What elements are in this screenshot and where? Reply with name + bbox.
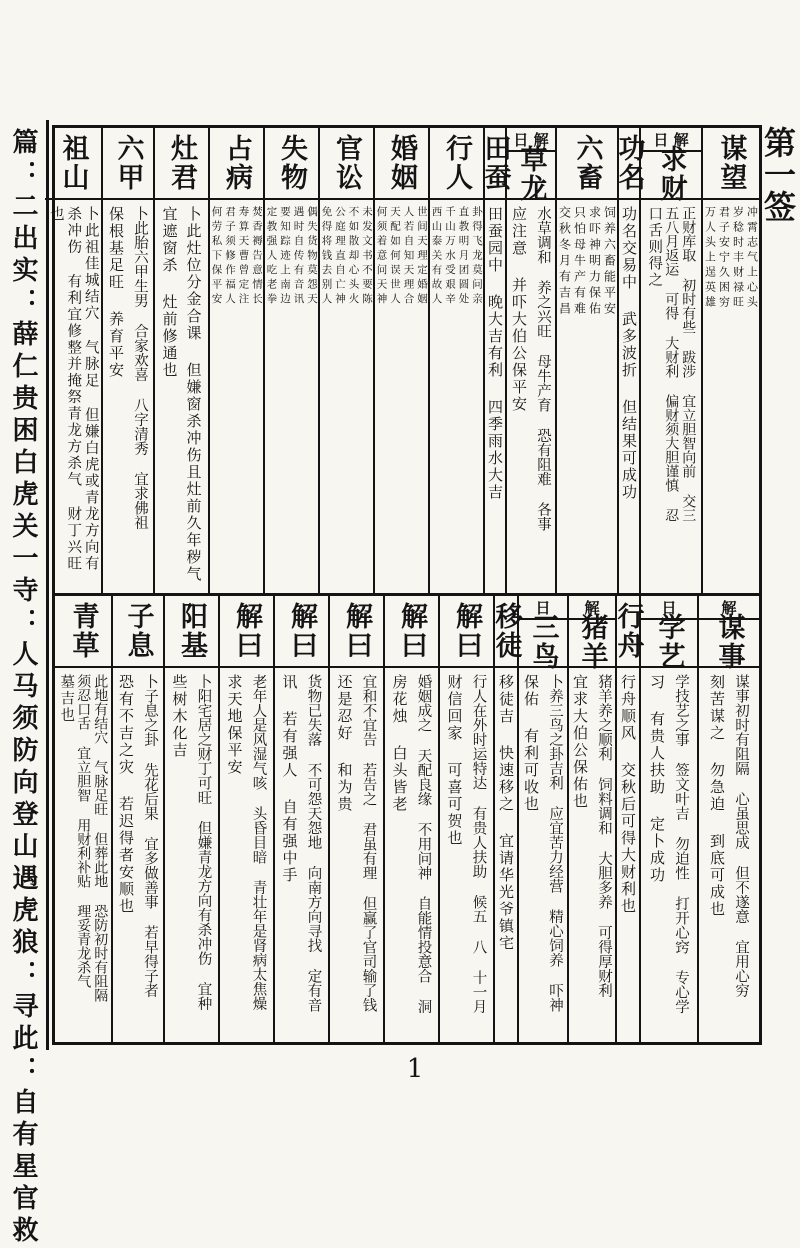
verse-line: 饲养六畜能平安: [602, 206, 617, 318]
column-body: [103, 206, 153, 587]
column-xingren: [428, 128, 483, 593]
column-heading: [113, 596, 163, 668]
verse-line: 习 有贵人扶助 定卜成功: [648, 674, 666, 884]
column-heading: [103, 128, 153, 200]
column-heading: [557, 128, 617, 200]
column-sanniao: [517, 596, 567, 1042]
verse-line: 讯 若有强人 自有强中手: [280, 674, 299, 884]
column-body: [569, 674, 615, 1036]
verse-line: 须忍口舌 宜立胆智 用财利补贴 理妥青龙杀气: [75, 674, 92, 988]
column-heading: [612, 596, 644, 668]
column-subheading: 日 解: [641, 128, 701, 152]
verse-line: 卜此祖佳城结穴 气脉足 但嫌白虎或青龙方向有: [82, 206, 99, 572]
verse-line: 求吓神明力保佑: [587, 206, 602, 318]
column-body: [519, 674, 567, 1036]
column-heading: [440, 596, 493, 668]
column-body: [440, 674, 493, 1036]
heading-text: 功名: [613, 134, 645, 192]
column-liuchu: [555, 128, 617, 593]
column-body: [507, 206, 555, 587]
column-subheading: 解: [569, 596, 615, 620]
column-heading: [375, 128, 428, 200]
column-heading: [55, 596, 111, 668]
oracle-table: [47, 125, 762, 1045]
column-heading: [699, 613, 759, 671]
verse-line: 卜阳宅居之财丁可旺 但嫌青龙方向有杀冲伤 宜种: [195, 674, 212, 1011]
verse-line: 田蚕园中 晚大吉有利 四季雨水大吉: [486, 206, 504, 501]
column-jie1: [438, 596, 493, 1042]
heading-text: 阳基: [176, 602, 207, 660]
column-qingcao: [55, 596, 111, 1042]
heading-text: 三鸟: [527, 613, 559, 671]
verse-line: 直教明月团圆处: [457, 206, 470, 308]
column-heading: [490, 596, 522, 668]
verse-line: 西山泰关有故人: [430, 206, 443, 308]
verse-line: 恐有不吉之灾 若迟得者安顺也: [117, 674, 135, 915]
heading-text: 祖山: [57, 134, 89, 192]
column-tiancan: [479, 128, 511, 593]
column-body: [385, 674, 438, 1036]
verse-line: 宜求大伯公保佑也: [571, 674, 589, 810]
verse-line: 万人头上逞英雄: [703, 206, 717, 311]
verse-line: 宜和不宜告 若告之 君虽有理 但赢了官司输了钱: [360, 674, 377, 1012]
column-body: [265, 206, 318, 587]
heading-text: 草龙: [515, 145, 547, 203]
column-heading: [479, 128, 511, 200]
verse-line: 也: [47, 206, 64, 223]
column-jie3: [328, 596, 383, 1042]
column-xueyi: [639, 596, 697, 1042]
column-qiucai: [639, 128, 701, 593]
verse-line: 功名交易中 武多波折 但结果可成功: [620, 206, 638, 501]
column-heading: [507, 145, 555, 203]
column-heading: [330, 596, 383, 668]
column-heading: [569, 613, 615, 671]
verse-line: 保佑 有利可收也: [522, 674, 540, 813]
bottom-row: [55, 596, 759, 1042]
column-yitu: [490, 596, 522, 1042]
verse-line: 杀冲伤 有利宜修整并掩祭青龙方杀气 财丁兴旺: [65, 206, 82, 572]
heading-text: 官讼: [331, 134, 362, 192]
verse-line: 寿算天曹曾定注: [237, 206, 250, 308]
column-jieshi: [697, 596, 759, 1042]
verse-line: 定教强人吃老拳: [265, 206, 278, 308]
verse-line: 卜子息之卦 先花后果 宜多做善事 若早得子者: [142, 674, 158, 998]
left-margin-strip: [0, 120, 49, 1248]
verse-line: 君子须修作福人: [224, 206, 236, 308]
column-heading: [155, 128, 208, 200]
verse-line: 行人在外时运特达 有贵人扶助 候五 八 十一月: [470, 674, 487, 1014]
column-body: [45, 206, 101, 587]
column-xingzhou: [612, 596, 644, 1042]
verse-line: 移徒吉 快速移之 宜请华光爷镇宅: [497, 674, 515, 952]
verse-line: 天配如何误世人: [389, 206, 401, 308]
column-mouwang: [701, 128, 759, 593]
column-body: [485, 206, 505, 587]
column-heading: [641, 145, 701, 203]
verse-line: 猪羊养之顺利 饲料调和 大胆多养 可得厚财利: [596, 674, 612, 998]
heading-text: 子息: [122, 602, 154, 660]
verse-line: 免得将钱去别人: [320, 206, 333, 308]
verse-line: 卜此胎六甲生男 合家欢喜 八字清秀 宜求佛祖: [132, 206, 148, 530]
verse-line: 财信回家 可喜可贺也: [445, 674, 464, 847]
verse-line: 求天地保平安: [225, 674, 244, 776]
verse-line: 只怕母牛产有难: [572, 206, 587, 318]
heading-text: 灶君: [166, 134, 197, 192]
heading-text: 田蚕: [479, 134, 511, 192]
column-body: [641, 206, 701, 587]
verse-line: 婚姻成之 天配良缘 不用问神 自能情投意合 洞: [415, 674, 432, 1014]
top-row: [47, 128, 759, 593]
column-liujia: [101, 128, 153, 593]
verse-line: 些树木化吉: [170, 674, 189, 759]
verse-line: 卜养三鸟之卦吉利 应宜苦力经营 精心饲养 吓神: [547, 674, 563, 1012]
verse-line: 焚香褥告意情长: [251, 206, 263, 308]
column-zaojun: [153, 128, 208, 593]
verse-line: 房花烛 白头皆老: [390, 674, 409, 813]
column-guansong: [318, 128, 373, 593]
column-body: [641, 674, 697, 1036]
heading-text: 解曰: [286, 602, 317, 660]
column-body: [430, 206, 483, 587]
column-body: [155, 206, 208, 587]
heading-text: 解曰: [451, 602, 482, 660]
heading-text: 解曰: [231, 602, 262, 660]
verse-line: 还是忍好 和为贵: [335, 674, 354, 813]
column-body: [165, 674, 218, 1036]
verse-line: 要知踪迹上南边: [279, 206, 291, 308]
verse-line: 偶失货物莫怨天: [306, 206, 318, 308]
verse-line: 应注意 并吓大伯公保平安: [510, 206, 528, 413]
verse-line: 世间天理定婚姻: [416, 206, 428, 308]
column-heading: [320, 128, 373, 200]
column-jie5: [218, 596, 273, 1042]
heading-text: 占病: [221, 134, 252, 192]
heading-text: 猪羊: [576, 613, 608, 671]
column-heading: [165, 596, 218, 668]
column-heading: [220, 596, 273, 668]
column-body: [699, 674, 759, 1036]
column-heading: [385, 596, 438, 668]
column-body: [703, 206, 759, 587]
heading-text: 婚姻: [386, 134, 417, 192]
column-body: [275, 674, 328, 1036]
verse-line: 卜此灶位分金合课 但嫌窗杀冲伤且灶前久年秽气: [184, 206, 203, 583]
page-number: 1: [406, 1054, 424, 1084]
heading-text: 失物: [276, 134, 307, 192]
column-subheading: 日: [641, 596, 697, 620]
column-yangji: [163, 596, 218, 1042]
column-heading: [641, 613, 697, 671]
verse-line: 交秋冬月有吉昌: [557, 206, 572, 318]
column-heading: [45, 128, 101, 200]
verse-line: 刻苦谋之 勿急迫 到底可成也: [708, 674, 726, 918]
column-body: [495, 674, 517, 1036]
column-body: [320, 206, 373, 587]
verse-line: 君子安宁久困穷: [717, 206, 731, 311]
heading-text: 六畜: [571, 134, 603, 192]
verse-line: 五八月返运 可得 大财利 偏财须大胆谨慎 忍: [663, 206, 680, 522]
column-jie2: [383, 596, 438, 1042]
column-zhanbing: [208, 128, 263, 593]
column-caolong: [505, 128, 555, 593]
column-zixi: [111, 596, 163, 1042]
heading-text: 移徒: [490, 602, 522, 660]
heading-text: 谋事: [713, 613, 745, 671]
verse-line: 何劳私下保平安: [210, 206, 223, 308]
column-heading: [613, 128, 645, 200]
verse-line: 学技艺之事 签文叶吉 勿迫性 打开心窍 专心学: [673, 674, 689, 1014]
heading-text: 求财: [655, 145, 687, 203]
verse-line: 冲霄志气上心头: [745, 206, 759, 311]
heading-text: 解曰: [341, 602, 372, 660]
verse-line: 货物已失落 不可怨天怨地 向南方向寻找 定有音: [305, 674, 322, 1012]
column-shiwu: [263, 128, 318, 593]
heading-text: 行舟: [612, 602, 644, 660]
column-body: [619, 206, 639, 587]
verse-line: 老年人是风湿气咳 头昏目暗 青壮年是肾病太焦燥: [250, 674, 267, 1011]
verse-line: 何须着意问天神: [375, 206, 388, 308]
verse-line: 正财库取 初时有些 跋涉 宜立胆智向前 交三: [680, 206, 697, 522]
column-body: [113, 674, 163, 1036]
column-subheading: 日 解: [507, 128, 555, 152]
verse-line: 行舟顺风 交秋后可得大财利也: [619, 674, 637, 915]
column-gongming: [613, 128, 645, 593]
column-heading: [265, 128, 318, 200]
column-body: [330, 674, 383, 1036]
column-body: [210, 206, 263, 587]
column-heading: [430, 128, 483, 200]
verse-line: 保根基足旺 养育平安: [107, 206, 125, 379]
verse-line: 水草调和 养之兴旺 母牛产育 恐有阻难 各事: [535, 206, 551, 531]
left-margin-text: 篇：二出实：薛仁贵困白虎关一寺：人马须防向登山遇虎狼：寻此：自有星官救: [8, 128, 38, 1248]
column-hunyin: [373, 128, 428, 593]
heading-text: 解曰: [396, 602, 427, 660]
column-subheading: 解: [699, 596, 759, 620]
column-heading: [519, 613, 567, 671]
column-jie4: [273, 596, 328, 1042]
verse-line: 宜遮窗杀 灶前修通也: [160, 206, 179, 379]
verse-line: 墓吉也: [58, 674, 75, 724]
heading-text: 青草: [67, 602, 99, 660]
column-zhuyang: [567, 596, 615, 1042]
column-subheading: 日: [519, 596, 567, 620]
column-body: [375, 206, 428, 587]
verse-line: 不如散却心头火: [347, 206, 360, 308]
heading-text: 学艺: [653, 613, 685, 671]
column-heading: [703, 128, 759, 200]
column-body: [220, 674, 273, 1036]
column-body: [55, 674, 111, 1036]
column-zushan: [45, 128, 101, 593]
verse-line: 此地有结穴 气脉足旺 但葬此地 恐防初时有阻隔: [92, 674, 109, 1002]
column-body: [617, 674, 639, 1036]
column-body: [557, 206, 617, 587]
column-heading: [210, 128, 263, 200]
verse-line: 遇时自传有音讯: [292, 206, 305, 308]
verse-line: 口舌则得之: [646, 206, 663, 289]
heading-text: 六甲: [112, 134, 144, 192]
verse-line: 公庭理直自亡神: [334, 206, 346, 308]
verse-line: 未发文书不要陈: [361, 206, 373, 308]
heading-text: 谋望: [715, 134, 747, 192]
heading-text: 行人: [441, 134, 472, 192]
verse-line: 千山万水受艰辛: [444, 206, 456, 308]
verse-line: 人若自知天理合: [402, 206, 415, 308]
column-heading: [275, 596, 328, 668]
verse-line: 岁稔时丰财禄旺: [731, 206, 745, 311]
verse-line: 谋事初时有阻隔 心虽思成 但不遂意 宜用心穷: [733, 674, 749, 998]
verse-line: 卦得飞龙莫问亲: [471, 206, 483, 308]
page-title: 第一签: [759, 126, 797, 222]
